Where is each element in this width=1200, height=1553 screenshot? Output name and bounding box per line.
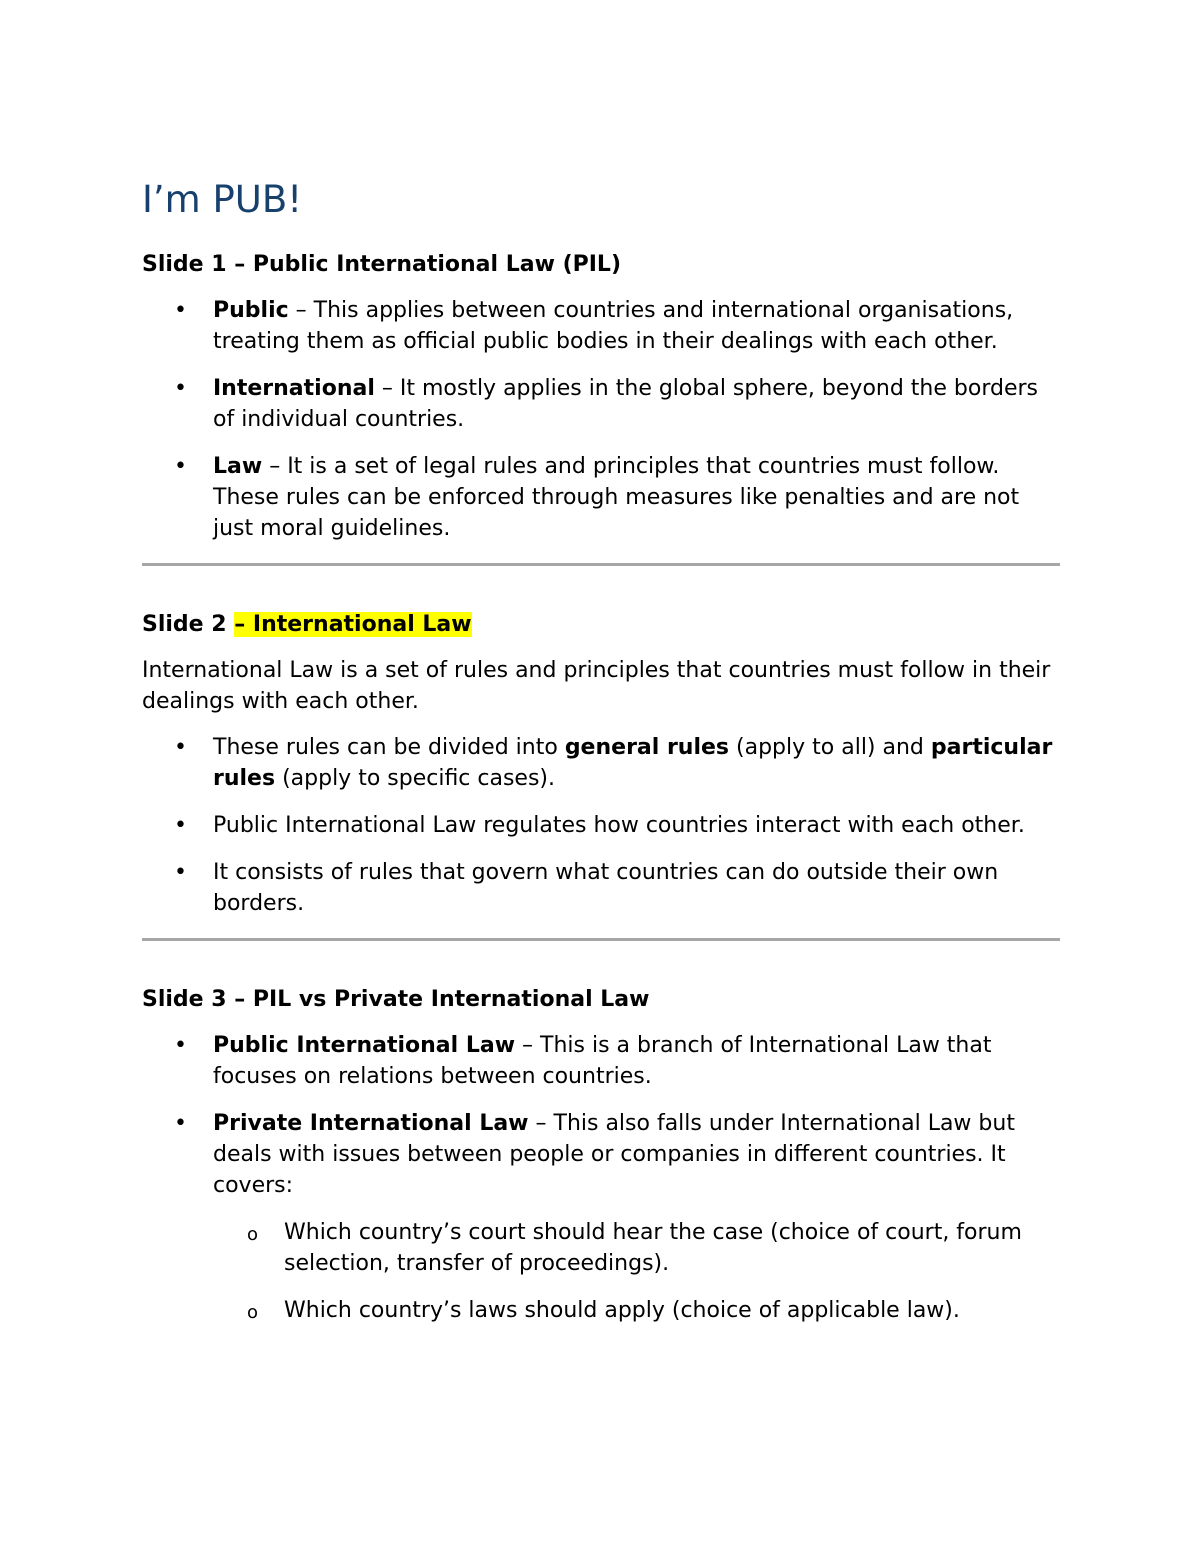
slide2-list: [142, 732, 1060, 919]
slide3-heading: Slide 3 – PIL vs Private International Law: [142, 987, 650, 1012]
circle-bullet-icon: o: [247, 1224, 259, 1245]
list-item: • Private International Law – This also falls under International Law but deals with issues between people or companies in different countries. It covers:: [142, 1108, 1060, 1201]
list-item: • These rules can be divided into general rules (apply to all) and particular rules (apply to specific cases).: [142, 732, 1060, 794]
document-title: I’m PUB!: [142, 178, 303, 221]
bullet-icon: •: [174, 298, 187, 323]
slide2-intro: International Law is a set of rules and principles that countries must follow in their dealings with each other.: [142, 658, 1051, 714]
sub-list-item: o Which country’s court should hear the case (choice of court, forum selection, transfer of proceedings).: [247, 1220, 1022, 1276]
bullet-icon: •: [174, 454, 187, 479]
slide3-list: [142, 1030, 1060, 1326]
slide1-heading: Slide 1 – Public International Law (PIL): [142, 252, 622, 277]
list-item: • Public – This applies between countries and international organisations, treating them as official public bodies in their dealings with each other.: [142, 295, 1060, 357]
bullet-icon: •: [174, 376, 187, 401]
bullet-icon: •: [174, 1111, 187, 1136]
sub-list-item: o Which country’s laws should apply (choice of applicable law).: [142, 1295, 1060, 1326]
list-item: • International – It mostly applies in the global sphere, beyond the borders of individual countries.: [142, 373, 1060, 435]
list-item: • Public International Law regulates how countries interact with each other.: [142, 810, 1060, 841]
highlighted-text: – International Law: [234, 612, 472, 637]
circle-bullet-icon: o: [247, 1302, 259, 1323]
slide1-list: [142, 295, 1060, 544]
section-divider: [142, 563, 1060, 566]
bullet-icon: •: [174, 1033, 187, 1058]
list-item: • Public International Law – This is a branch of International Law that focuses on relations between countries.: [142, 1030, 1060, 1092]
slide2-heading: Slide 2 – International Law: [142, 612, 472, 637]
bullet-icon: •: [174, 813, 187, 838]
section-divider: [142, 938, 1060, 941]
list-item: • It consists of rules that govern what countries can do outside their own borders.: [142, 857, 1060, 919]
document-page: [142, 170, 1060, 1342]
bullet-icon: •: [174, 860, 187, 885]
bullet-icon: •: [174, 735, 187, 760]
list-item: • Law – It is a set of legal rules and principles that countries must follow. These rules can be enforced through measures like penalties and are not just moral guidelines.: [142, 451, 1060, 544]
